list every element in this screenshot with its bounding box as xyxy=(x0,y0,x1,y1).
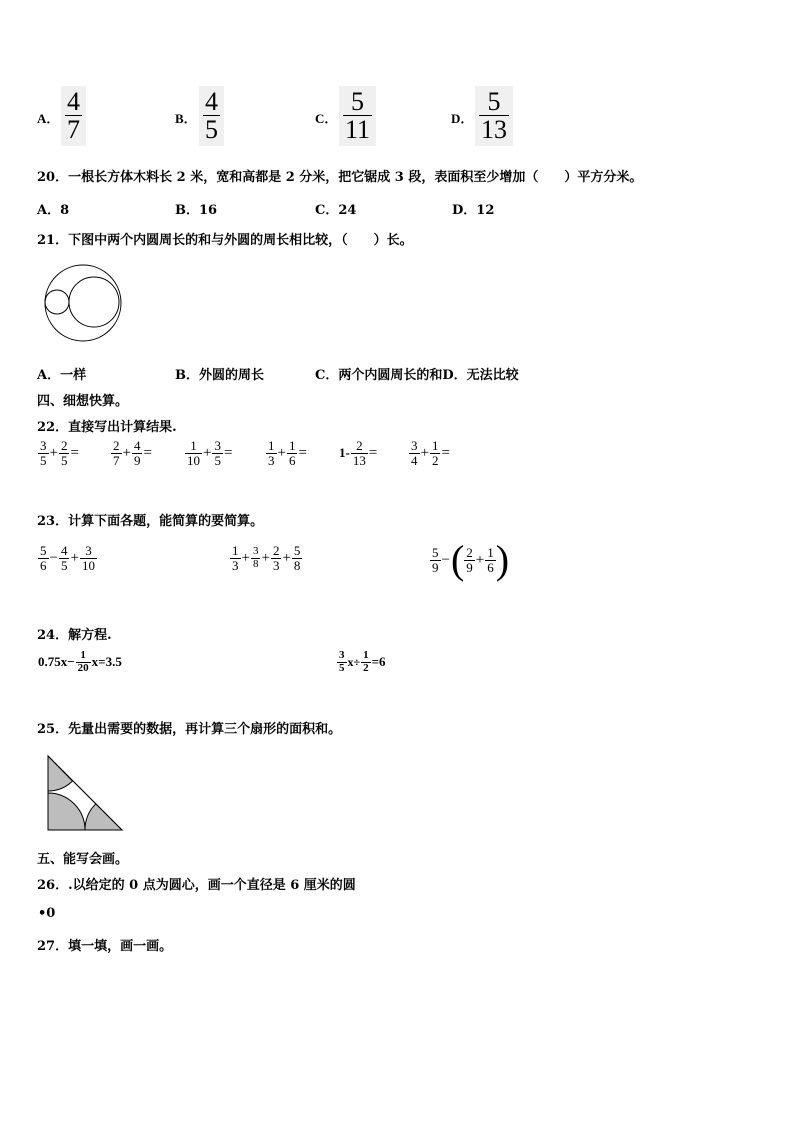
numerator: 5 xyxy=(343,88,372,116)
denominator: 2 xyxy=(363,661,369,674)
numerator: 2 xyxy=(351,439,368,454)
denominator: 9 xyxy=(466,559,473,575)
numerator: 4 xyxy=(67,87,80,116)
option-fraction xyxy=(61,86,86,146)
q21-option-c: C．两个内圆周长的和D．无法比较 xyxy=(315,368,519,383)
denominator: 6 xyxy=(487,559,494,575)
equation-suffix: =6 xyxy=(371,654,386,670)
q23-expression-3 xyxy=(430,537,510,582)
lead-term: 1- xyxy=(339,445,350,461)
denominator: 10 xyxy=(187,452,200,468)
denominator: 9 xyxy=(432,559,439,575)
q23-expression-2 xyxy=(230,544,302,572)
operator: + xyxy=(241,549,250,566)
denominator: 2 xyxy=(431,452,439,468)
numerator: 5 xyxy=(479,88,509,116)
numerator: 1 xyxy=(431,438,439,453)
denominator: 7 xyxy=(67,115,80,145)
denominator: 3 xyxy=(272,557,280,573)
denominator: 5 xyxy=(60,557,68,573)
option-letter: D． xyxy=(451,111,474,126)
numerator: 3 xyxy=(214,438,221,453)
denominator: 6 xyxy=(40,557,47,573)
numerator: 2 xyxy=(272,543,280,558)
numerator: 5 xyxy=(293,543,301,558)
equals-sign: = xyxy=(70,444,79,461)
q20-option-d: D．12 xyxy=(452,203,495,218)
option-letter: B． xyxy=(175,111,197,126)
denominator: 8 xyxy=(252,557,259,570)
denominator: 3 xyxy=(268,452,275,468)
numerator: 5 xyxy=(432,544,439,560)
equals-sign: = xyxy=(223,444,233,461)
q23-text: 23．计算下面各题，能简算的要简算。 xyxy=(37,514,264,529)
option-fraction xyxy=(339,86,376,146)
option-letter: A． xyxy=(37,111,60,126)
section-5-heading: 五、能写会画。 xyxy=(37,852,129,867)
denominator: 4 xyxy=(411,452,418,468)
q19-options xyxy=(37,86,757,150)
denominator: 5 xyxy=(40,452,47,468)
q20-option-b: B．16 xyxy=(175,203,218,218)
q20-text: 20．一根长方体木料长 2 米，宽和高都是 2 分米，把它锯成 3 段，表面积至少增加（ ）平方分米。 xyxy=(37,170,643,185)
option-fraction xyxy=(199,86,224,146)
equals-sign: = xyxy=(298,444,307,461)
q20-option-a: A．8 xyxy=(37,203,70,218)
denominator: 7 xyxy=(113,452,120,468)
q21-option-a: A．一样 xyxy=(37,368,87,383)
operator: + xyxy=(475,551,485,568)
numerator: 2 xyxy=(60,438,68,453)
numerator: 5 xyxy=(40,543,47,558)
equation-middle: x÷ xyxy=(347,654,361,669)
triangle-sectors-figure xyxy=(45,754,125,832)
denominator: 5 xyxy=(339,661,345,674)
denominator: 13 xyxy=(352,452,366,468)
numerator: 1 xyxy=(288,438,296,453)
numerator: 1 xyxy=(76,650,91,663)
q22-item-4 xyxy=(266,439,308,467)
q20-option-c: C．24 xyxy=(315,203,357,218)
left-bracket: ( xyxy=(450,537,465,582)
numerator: 1 xyxy=(363,649,369,661)
denominator: 5 xyxy=(205,115,218,145)
circles-figure xyxy=(42,263,126,343)
small-inner-circle xyxy=(45,290,69,314)
denominator: 5 xyxy=(214,452,221,468)
option-fraction xyxy=(475,86,513,146)
equals-sign: = xyxy=(441,444,450,461)
equation-prefix: 0.75x− xyxy=(38,654,75,670)
numerator: 4 xyxy=(133,438,141,453)
operator: + xyxy=(282,549,291,566)
numerator: 1 xyxy=(185,439,202,454)
q24-text: 24．解方程. xyxy=(37,628,112,643)
denominator: 11 xyxy=(345,115,371,145)
numerator: 4 xyxy=(205,87,218,116)
denominator: 13 xyxy=(481,115,507,145)
q24-equation-1 xyxy=(37,650,123,674)
numerator: 3 xyxy=(411,438,418,453)
denominator: 9 xyxy=(133,452,141,468)
denominator: 3 xyxy=(232,557,239,573)
option-letter: C． xyxy=(315,111,338,126)
numerator: 3 xyxy=(80,544,97,559)
equals-sign: = xyxy=(143,444,152,461)
numerator: 2 xyxy=(113,438,120,453)
q22-item-5 xyxy=(338,439,378,467)
operator: + xyxy=(277,444,286,461)
center-point-o: •0 xyxy=(38,906,56,921)
q22-text: 22．直接写出计算结果. xyxy=(37,420,177,435)
numerator: 3 xyxy=(252,545,259,558)
denominator: 10 xyxy=(81,557,95,573)
operator: + xyxy=(70,549,79,566)
numerator: 3 xyxy=(339,649,345,661)
equation-suffix: x=3.5 xyxy=(91,654,122,670)
q21-text: 21．下图中两个内圆周长的和与外圆的周长相比较，（ ）长。 xyxy=(37,233,413,248)
q23-expression-1 xyxy=(38,544,97,572)
numerator: 1 xyxy=(487,544,494,560)
numerator: 3 xyxy=(40,438,47,453)
operator: + xyxy=(203,444,212,461)
denominator: 20 xyxy=(77,661,89,674)
numerator: 1 xyxy=(232,543,239,558)
numerator: 2 xyxy=(466,544,473,560)
equals-sign: = xyxy=(368,444,378,461)
q22-item-3 xyxy=(185,439,233,467)
denominator: 8 xyxy=(293,557,301,573)
section-4-heading: 四、细想快算。 xyxy=(37,394,129,409)
large-inner-circle xyxy=(69,277,119,327)
q27-text: 27．填一填，画一画。 xyxy=(37,939,173,954)
denominator: 6 xyxy=(288,452,296,468)
numerator: 4 xyxy=(60,543,68,558)
q24-equation-2 xyxy=(337,650,387,674)
operator: + xyxy=(49,444,58,461)
operator: − xyxy=(49,549,58,566)
right-bracket: ) xyxy=(495,537,510,582)
q26-text: 26．.以给定的 0 点为圆心，画一个直径是 6 厘米的圆 xyxy=(37,878,356,893)
denominator: 5 xyxy=(60,452,68,468)
q22-item-1 xyxy=(38,439,80,467)
q21-option-b: B．外圆的周长 xyxy=(175,368,264,383)
operator: − xyxy=(441,551,450,568)
operator: + xyxy=(261,549,270,566)
operator: + xyxy=(122,444,131,461)
numerator: 1 xyxy=(268,438,275,453)
q22-item-6 xyxy=(409,439,451,467)
outer-circle xyxy=(45,265,121,341)
q22-item-2 xyxy=(111,439,153,467)
operator: + xyxy=(420,444,429,461)
q25-text: 25．先量出需要的数据，再计算三个扇形的面积和。 xyxy=(37,722,342,737)
